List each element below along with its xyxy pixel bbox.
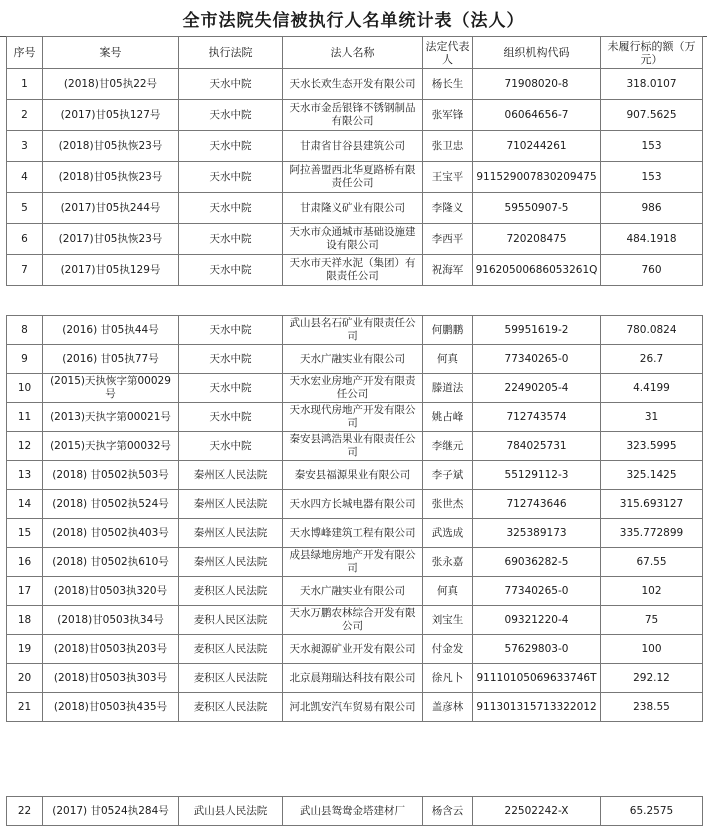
entity-name-cell: 天水市金岳银锋不锈钢制品有限公司 xyxy=(283,100,423,131)
case-number-cell: (2015)天执字第00032号 xyxy=(43,432,179,461)
legal-rep-cell: 祝海军 xyxy=(423,255,473,286)
case-number-cell: (2018)甘05执22号 xyxy=(43,69,179,100)
legal-rep-cell: 付金发 xyxy=(423,635,473,664)
row-index-cell: 12 xyxy=(7,432,43,461)
amount-cell: 323.5995 xyxy=(601,432,703,461)
amount-cell: 335.772899 xyxy=(601,519,703,548)
case-number-cell: (2015)天执恢字第00029号 xyxy=(43,374,179,403)
case-number-cell: (2016) 甘05执44号 xyxy=(43,316,179,345)
amount-cell: 780.0824 xyxy=(601,316,703,345)
table-row xyxy=(7,432,703,461)
entity-name-cell: 天水广融实业有限公司 xyxy=(283,345,423,374)
amount-cell: 100 xyxy=(601,635,703,664)
court-cell: 武山县人民法院 xyxy=(179,797,283,826)
row-index-cell: 10 xyxy=(7,374,43,403)
dishonest-list-table-part-1 xyxy=(6,36,703,286)
legal-rep-cell: 张军锋 xyxy=(423,100,473,131)
org-code-cell: 91110105069633746T xyxy=(473,664,601,693)
legal-rep-cell: 王宝平 xyxy=(423,162,473,193)
amount-cell: 4.4199 xyxy=(601,374,703,403)
table-row xyxy=(7,461,703,490)
amount-cell: 238.55 xyxy=(601,693,703,722)
table-row xyxy=(7,131,703,162)
document-title: 全市法院失信被执行人名单统计表（法人） xyxy=(0,0,707,37)
case-number-cell: (2017)甘05执127号 xyxy=(43,100,179,131)
court-cell: 秦州区人民法院 xyxy=(179,519,283,548)
amount-cell: 67.55 xyxy=(601,548,703,577)
court-cell: 天水中院 xyxy=(179,374,283,403)
entity-name-cell: 天水现代房地产开发有限公司 xyxy=(283,403,423,432)
legal-rep-cell: 杨长生 xyxy=(423,69,473,100)
table-row xyxy=(7,69,703,100)
row-index-cell: 4 xyxy=(7,162,43,193)
org-code-cell: 77340265-0 xyxy=(473,577,601,606)
legal-rep-cell: 姚占峰 xyxy=(423,403,473,432)
legal-rep-cell: 张永嘉 xyxy=(423,548,473,577)
entity-name-cell: 秦安县福源果业有限公司 xyxy=(283,461,423,490)
legal-rep-cell: 滕道法 xyxy=(423,374,473,403)
row-index-cell: 6 xyxy=(7,224,43,255)
entity-name-cell: 阿拉善盟西北华夏路桥有限责任公司 xyxy=(283,162,423,193)
row-index-cell: 15 xyxy=(7,519,43,548)
row-index-cell: 8 xyxy=(7,316,43,345)
case-number-cell: (2017)甘05执129号 xyxy=(43,255,179,286)
case-number-cell: (2018) 甘0502执524号 xyxy=(43,490,179,519)
court-cell: 麦积区人民法院 xyxy=(179,693,283,722)
legal-rep-cell: 徐凡卜 xyxy=(423,664,473,693)
legal-rep-cell: 张卫忠 xyxy=(423,131,473,162)
org-code-cell: 720208475 xyxy=(473,224,601,255)
table-row xyxy=(7,490,703,519)
table-row xyxy=(7,255,703,286)
org-code-cell: 59951619-2 xyxy=(473,316,601,345)
case-number-cell: (2018)甘0503执303号 xyxy=(43,664,179,693)
table-row xyxy=(7,345,703,374)
org-code-cell: 71908020-8 xyxy=(473,69,601,100)
court-cell: 天水中院 xyxy=(179,432,283,461)
legal-rep-cell: 刘宝生 xyxy=(423,606,473,635)
header-case-number: 案号 xyxy=(43,37,179,69)
org-code-cell: 09321220-4 xyxy=(473,606,601,635)
case-number-cell: (2017)甘05执244号 xyxy=(43,193,179,224)
amount-cell: 760 xyxy=(601,255,703,286)
court-cell: 天水中院 xyxy=(179,162,283,193)
entity-name-cell: 天水万鹏农林综合开发有限公司 xyxy=(283,606,423,635)
legal-rep-cell: 张世杰 xyxy=(423,490,473,519)
row-index-cell: 7 xyxy=(7,255,43,286)
org-code-cell: 710244261 xyxy=(473,131,601,162)
table-row xyxy=(7,374,703,403)
dishonest-list-table-part-3 xyxy=(6,796,703,826)
org-code-cell: 784025731 xyxy=(473,432,601,461)
dishonest-list-table-part-2 xyxy=(6,315,703,722)
entity-name-cell: 天水四方长城电器有限公司 xyxy=(283,490,423,519)
amount-cell: 65.2575 xyxy=(601,797,703,826)
table-row xyxy=(7,635,703,664)
case-number-cell: (2018)甘0503执34号 xyxy=(43,606,179,635)
legal-rep-cell: 何真 xyxy=(423,345,473,374)
entity-name-cell: 天水博峰建筑工程有限公司 xyxy=(283,519,423,548)
case-number-cell: (2018) 甘0502执610号 xyxy=(43,548,179,577)
row-index-cell: 19 xyxy=(7,635,43,664)
header-index: 序号 xyxy=(7,37,43,69)
header-org-code: 组织机构代码 xyxy=(473,37,601,69)
table-row xyxy=(7,519,703,548)
entity-name-cell: 天水市天祥水泥（集团）有限责任公司 xyxy=(283,255,423,286)
table-row xyxy=(7,548,703,577)
court-cell: 天水中院 xyxy=(179,100,283,131)
entity-name-cell: 甘肃省甘谷县建筑公司 xyxy=(283,131,423,162)
case-number-cell: (2017) 甘0524执284号 xyxy=(43,797,179,826)
table-header-row xyxy=(7,37,703,69)
case-number-cell: (2018) 甘0502执403号 xyxy=(43,519,179,548)
row-index-cell: 11 xyxy=(7,403,43,432)
entity-name-cell: 武山县鸳鸯金塔建材厂 xyxy=(283,797,423,826)
table-row xyxy=(7,577,703,606)
org-code-cell: 55129112-3 xyxy=(473,461,601,490)
table-row xyxy=(7,797,703,826)
table-row xyxy=(7,193,703,224)
table-row xyxy=(7,664,703,693)
row-index-cell: 14 xyxy=(7,490,43,519)
row-index-cell: 22 xyxy=(7,797,43,826)
entity-name-cell: 天水市众通城市基础设施建设有限公司 xyxy=(283,224,423,255)
court-cell: 麦积人民区法院 xyxy=(179,606,283,635)
case-number-cell: (2018)甘0503执435号 xyxy=(43,693,179,722)
amount-cell: 75 xyxy=(601,606,703,635)
entity-name-cell: 秦安县鸿浩果业有限责任公司 xyxy=(283,432,423,461)
court-cell: 麦积区人民法院 xyxy=(179,577,283,606)
case-number-cell: (2018)甘0503执320号 xyxy=(43,577,179,606)
court-cell: 天水中院 xyxy=(179,316,283,345)
case-number-cell: (2018)甘0503执203号 xyxy=(43,635,179,664)
org-code-cell: 325389173 xyxy=(473,519,601,548)
table-row xyxy=(7,100,703,131)
court-cell: 秦州区人民法院 xyxy=(179,548,283,577)
org-code-cell: 59550907-5 xyxy=(473,193,601,224)
row-index-cell: 1 xyxy=(7,69,43,100)
org-code-cell: 911301315713322012 xyxy=(473,693,601,722)
row-index-cell: 5 xyxy=(7,193,43,224)
case-number-cell: (2016) 甘05执77号 xyxy=(43,345,179,374)
row-index-cell: 16 xyxy=(7,548,43,577)
entity-name-cell: 天水宏业房地产开发有限责任公司 xyxy=(283,374,423,403)
entity-name-cell: 成县绿地房地产开发有限公司 xyxy=(283,548,423,577)
org-code-cell: 69036282-5 xyxy=(473,548,601,577)
row-index-cell: 2 xyxy=(7,100,43,131)
entity-name-cell: 天水长欢生态开发有限公司 xyxy=(283,69,423,100)
amount-cell: 153 xyxy=(601,131,703,162)
case-number-cell: (2018) 甘0502执503号 xyxy=(43,461,179,490)
case-number-cell: (2018)甘05执恢23号 xyxy=(43,131,179,162)
amount-cell: 484.1918 xyxy=(601,224,703,255)
table-row xyxy=(7,606,703,635)
org-code-cell: 91620500686053261Q xyxy=(473,255,601,286)
row-index-cell: 9 xyxy=(7,345,43,374)
legal-rep-cell: 李西平 xyxy=(423,224,473,255)
legal-rep-cell: 李子斌 xyxy=(423,461,473,490)
case-number-cell: (2013)天执字第00021号 xyxy=(43,403,179,432)
court-cell: 麦积区人民法院 xyxy=(179,635,283,664)
entity-name-cell: 武山县名石矿业有限责任公司 xyxy=(283,316,423,345)
org-code-cell: 712743574 xyxy=(473,403,601,432)
org-code-cell: 77340265-0 xyxy=(473,345,601,374)
entity-name-cell: 甘肃隆义矿业有限公司 xyxy=(283,193,423,224)
amount-cell: 102 xyxy=(601,577,703,606)
court-cell: 天水中院 xyxy=(179,224,283,255)
entity-name-cell: 天水昶源矿业开发有限公司 xyxy=(283,635,423,664)
row-index-cell: 17 xyxy=(7,577,43,606)
court-cell: 天水中院 xyxy=(179,131,283,162)
amount-cell: 907.5625 xyxy=(601,100,703,131)
row-index-cell: 21 xyxy=(7,693,43,722)
row-index-cell: 13 xyxy=(7,461,43,490)
entity-name-cell: 天水广融实业有限公司 xyxy=(283,577,423,606)
table-row xyxy=(7,316,703,345)
org-code-cell: 22502242-X xyxy=(473,797,601,826)
legal-rep-cell: 李继元 xyxy=(423,432,473,461)
legal-rep-cell: 李隆义 xyxy=(423,193,473,224)
header-court: 执行法院 xyxy=(179,37,283,69)
org-code-cell: 57629803-0 xyxy=(473,635,601,664)
case-number-cell: (2018)甘05执恢23号 xyxy=(43,162,179,193)
table-row xyxy=(7,693,703,722)
amount-cell: 31 xyxy=(601,403,703,432)
row-index-cell: 20 xyxy=(7,664,43,693)
court-cell: 天水中院 xyxy=(179,69,283,100)
amount-cell: 315.693127 xyxy=(601,490,703,519)
amount-cell: 325.1425 xyxy=(601,461,703,490)
legal-rep-cell: 何鹏鹏 xyxy=(423,316,473,345)
header-legal-rep: 法定代表人 xyxy=(423,37,473,69)
amount-cell: 26.7 xyxy=(601,345,703,374)
org-code-cell: 06064656-7 xyxy=(473,100,601,131)
court-cell: 秦州区人民法院 xyxy=(179,461,283,490)
amount-cell: 986 xyxy=(601,193,703,224)
entity-name-cell: 北京晨翔瑞达科技有限公司 xyxy=(283,664,423,693)
legal-rep-cell: 武选成 xyxy=(423,519,473,548)
header-amount: 未履行标的额（万元） xyxy=(601,37,703,69)
org-code-cell: 911529007830209475 xyxy=(473,162,601,193)
case-number-cell: (2017)甘05执恢23号 xyxy=(43,224,179,255)
org-code-cell: 22490205-4 xyxy=(473,374,601,403)
row-index-cell: 18 xyxy=(7,606,43,635)
row-index-cell: 3 xyxy=(7,131,43,162)
amount-cell: 292.12 xyxy=(601,664,703,693)
entity-name-cell: 河北凯安汽车贸易有限公司 xyxy=(283,693,423,722)
legal-rep-cell: 盖彦林 xyxy=(423,693,473,722)
amount-cell: 318.0107 xyxy=(601,69,703,100)
court-cell: 麦积区人民法院 xyxy=(179,664,283,693)
org-code-cell: 712743646 xyxy=(473,490,601,519)
amount-cell: 153 xyxy=(601,162,703,193)
table-row xyxy=(7,403,703,432)
legal-rep-cell: 何真 xyxy=(423,577,473,606)
court-cell: 天水中院 xyxy=(179,345,283,374)
header-entity-name: 法人名称 xyxy=(283,37,423,69)
court-cell: 天水中院 xyxy=(179,403,283,432)
court-cell: 天水中院 xyxy=(179,193,283,224)
legal-rep-cell: 杨含云 xyxy=(423,797,473,826)
table-row xyxy=(7,162,703,193)
court-cell: 天水中院 xyxy=(179,255,283,286)
table-row xyxy=(7,224,703,255)
court-cell: 秦州区人民法院 xyxy=(179,490,283,519)
